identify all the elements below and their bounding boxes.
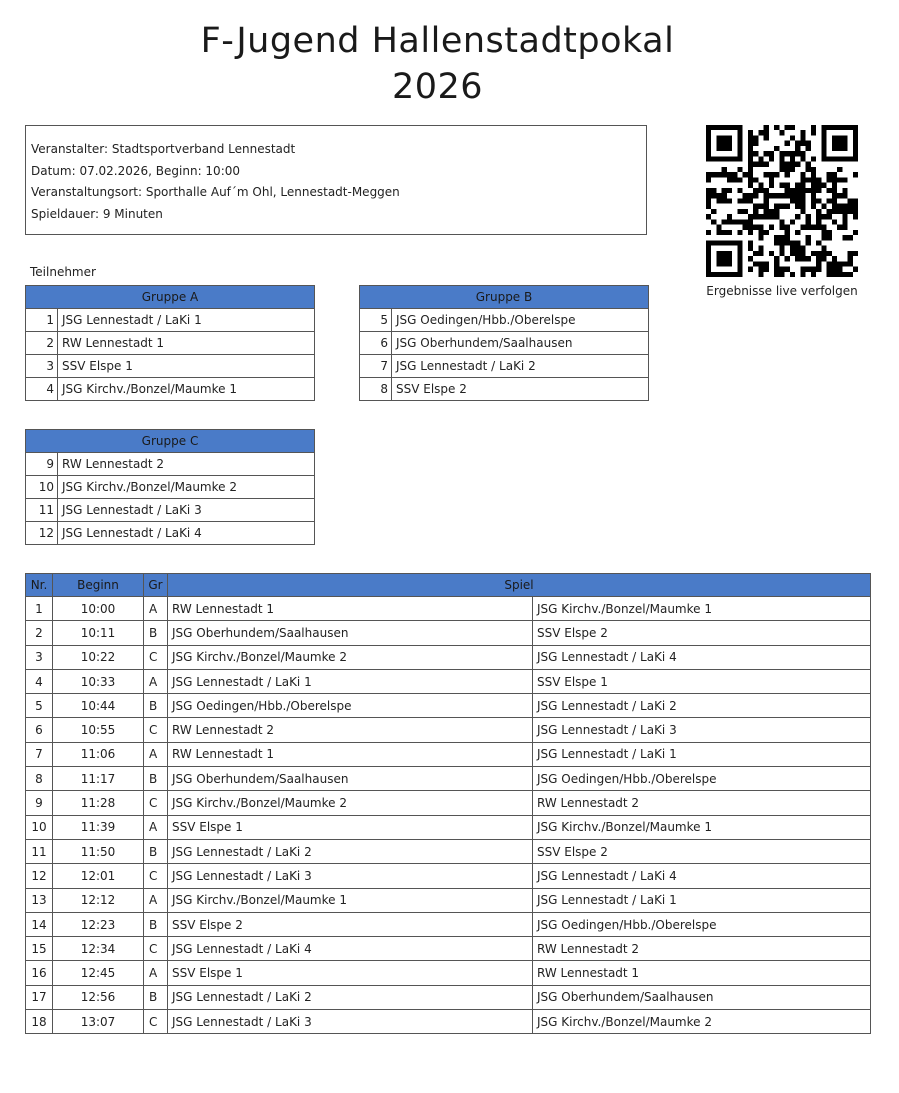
group-header: Gruppe A	[26, 286, 315, 309]
table-row	[26, 961, 871, 985]
team-number: 2	[26, 332, 58, 355]
team-name: RW Lennestadt 1	[58, 332, 315, 355]
info-venue: Veranstaltungsort: Sporthalle Auf´m Ohl, Lennestadt-Meggen	[31, 185, 400, 199]
home-team: JSG Kirchv./Bonzel/Maumke 1	[168, 888, 533, 912]
table-row	[26, 621, 871, 645]
table-row	[26, 476, 315, 499]
match-number: 13	[26, 888, 53, 912]
away-team: JSG Lennestadt / LaKi 2	[533, 694, 871, 718]
home-team: JSG Kirchv./Bonzel/Maumke 2	[168, 645, 533, 669]
team-number: 6	[360, 332, 392, 355]
table-row	[26, 499, 315, 522]
home-team: JSG Lennestadt / LaKi 1	[168, 669, 533, 693]
away-team: JSG Lennestadt / LaKi 3	[533, 718, 871, 742]
table-row	[26, 839, 871, 863]
match-group: B	[144, 912, 168, 936]
info-date: Datum: 07.02.2026, Beginn: 10:00	[31, 163, 241, 178]
group-table-a	[25, 285, 315, 401]
group-table-c	[25, 429, 315, 545]
match-number: 7	[26, 742, 53, 766]
match-number: 14	[26, 912, 53, 936]
match-group: C	[144, 864, 168, 888]
home-team: JSG Lennestadt / LaKi 4	[168, 937, 533, 961]
table-row	[26, 888, 871, 912]
home-team: JSG Lennestadt / LaKi 3	[168, 1010, 533, 1034]
match-group: B	[144, 767, 168, 791]
home-team: SSV Elspe 1	[168, 815, 533, 839]
match-group: A	[144, 742, 168, 766]
table-row	[26, 378, 315, 401]
away-team: JSG Oberhundem/Saalhausen	[533, 985, 871, 1009]
match-number: 2	[26, 621, 53, 645]
team-name: JSG Oedingen/Hbb./Oberelspe	[392, 309, 649, 332]
team-name: JSG Lennestadt / LaKi 2	[392, 355, 649, 378]
table-row	[26, 985, 871, 1009]
info-duration: Spieldauer: 9 Minuten	[31, 206, 163, 221]
team-name: JSG Lennestadt / LaKi 1	[58, 309, 315, 332]
match-group: A	[144, 815, 168, 839]
table-row	[26, 332, 315, 355]
match-time: 13:07	[53, 1010, 144, 1034]
match-group: B	[144, 621, 168, 645]
match-number: 17	[26, 985, 53, 1009]
match-group: A	[144, 961, 168, 985]
team-number: 1	[26, 309, 58, 332]
home-team: RW Lennestadt 1	[168, 597, 533, 621]
match-group: A	[144, 888, 168, 912]
match-time: 11:06	[53, 742, 144, 766]
match-number: 18	[26, 1010, 53, 1034]
match-time: 12:12	[53, 888, 144, 912]
away-team: SSV Elspe 2	[533, 839, 871, 863]
page-title	[0, 18, 875, 110]
team-number: 3	[26, 355, 58, 378]
home-team: JSG Oedingen/Hbb./Oberelspe	[168, 694, 533, 718]
team-number: 10	[26, 476, 58, 499]
match-group: B	[144, 694, 168, 718]
match-number: 4	[26, 669, 53, 693]
match-time: 11:50	[53, 839, 144, 863]
match-time: 12:45	[53, 961, 144, 985]
table-row	[360, 309, 649, 332]
table-row	[26, 718, 871, 742]
match-group: C	[144, 645, 168, 669]
match-group: A	[144, 669, 168, 693]
group-header: Gruppe C	[26, 430, 315, 453]
match-time: 12:01	[53, 864, 144, 888]
away-team: SSV Elspe 2	[533, 621, 871, 645]
match-time: 12:23	[53, 912, 144, 936]
match-time: 10:11	[53, 621, 144, 645]
match-number: 15	[26, 937, 53, 961]
away-team: JSG Lennestadt / LaKi 4	[533, 864, 871, 888]
match-number: 16	[26, 961, 53, 985]
match-group: B	[144, 839, 168, 863]
schedule-table	[25, 573, 871, 1034]
match-time: 10:00	[53, 597, 144, 621]
col-header-gr: Gr	[144, 574, 168, 597]
home-team: JSG Oberhundem/Saalhausen	[168, 767, 533, 791]
match-time: 10:22	[53, 645, 144, 669]
qr-code-icon[interactable]	[706, 125, 858, 277]
table-row	[26, 355, 315, 378]
home-team: SSV Elspe 1	[168, 961, 533, 985]
match-time: 10:44	[53, 694, 144, 718]
away-team: RW Lennestadt 2	[533, 937, 871, 961]
team-number: 7	[360, 355, 392, 378]
match-time: 12:34	[53, 937, 144, 961]
match-number: 6	[26, 718, 53, 742]
info-organizer: Veranstalter: Stadtsportverband Lennestadt	[31, 142, 296, 156]
team-number: 8	[360, 378, 392, 401]
home-team: JSG Lennestadt / LaKi 3	[168, 864, 533, 888]
home-team: JSG Lennestadt / LaKi 2	[168, 839, 533, 863]
away-team: SSV Elspe 1	[533, 669, 871, 693]
team-number: 9	[26, 453, 58, 476]
home-team: JSG Kirchv./Bonzel/Maumke 2	[168, 791, 533, 815]
table-row	[26, 912, 871, 936]
match-time: 11:17	[53, 767, 144, 791]
table-row	[26, 645, 871, 669]
away-team: JSG Lennestadt / LaKi 4	[533, 645, 871, 669]
table-row	[26, 694, 871, 718]
title-line-1: F-Jugend Hallenstadtpokal	[200, 21, 675, 61]
team-name: SSV Elspe 2	[392, 378, 649, 401]
match-time: 11:28	[53, 791, 144, 815]
team-name: JSG Kirchv./Bonzel/Maumke 2	[58, 476, 315, 499]
away-team: JSG Kirchv./Bonzel/Maumke 1	[533, 815, 871, 839]
away-team: JSG Kirchv./Bonzel/Maumke 1	[533, 597, 871, 621]
home-team: JSG Lennestadt / LaKi 2	[168, 985, 533, 1009]
match-number: 12	[26, 864, 53, 888]
match-number: 9	[26, 791, 53, 815]
team-name: RW Lennestadt 2	[58, 453, 315, 476]
match-number: 5	[26, 694, 53, 718]
match-number: 11	[26, 839, 53, 863]
away-team: JSG Oedingen/Hbb./Oberelspe	[533, 767, 871, 791]
group-table-b	[359, 285, 649, 401]
team-name: JSG Lennestadt / LaKi 4	[58, 522, 315, 545]
match-time: 10:55	[53, 718, 144, 742]
match-number: 10	[26, 815, 53, 839]
away-team: JSG Kirchv./Bonzel/Maumke 2	[533, 1010, 871, 1034]
team-number: 4	[26, 378, 58, 401]
table-row	[26, 597, 871, 621]
group-header: Gruppe B	[360, 286, 649, 309]
title-line-2: 2026	[391, 67, 484, 107]
home-team: RW Lennestadt 1	[168, 742, 533, 766]
table-row	[26, 453, 315, 476]
table-row	[360, 332, 649, 355]
away-team: RW Lennestadt 1	[533, 961, 871, 985]
match-group: C	[144, 791, 168, 815]
match-group: C	[144, 937, 168, 961]
match-group: A	[144, 597, 168, 621]
match-number: 3	[26, 645, 53, 669]
team-name: JSG Kirchv./Bonzel/Maumke 1	[58, 378, 315, 401]
match-group: B	[144, 985, 168, 1009]
table-row	[26, 742, 871, 766]
participants-label: Teilnehmer	[30, 265, 96, 279]
home-team: RW Lennestadt 2	[168, 718, 533, 742]
away-team: JSG Lennestadt / LaKi 1	[533, 742, 871, 766]
table-row	[26, 309, 315, 332]
event-info-box	[25, 125, 647, 235]
match-group: C	[144, 1010, 168, 1034]
match-time: 10:33	[53, 669, 144, 693]
away-team: JSG Lennestadt / LaKi 1	[533, 888, 871, 912]
match-group: C	[144, 718, 168, 742]
table-row	[26, 937, 871, 961]
match-time: 12:56	[53, 985, 144, 1009]
match-number: 1	[26, 597, 53, 621]
home-team: JSG Oberhundem/Saalhausen	[168, 621, 533, 645]
col-header-spiel: Spiel	[168, 574, 871, 597]
team-number: 5	[360, 309, 392, 332]
table-row	[360, 355, 649, 378]
table-row	[26, 864, 871, 888]
table-row	[26, 1010, 871, 1034]
table-row	[360, 378, 649, 401]
team-name: JSG Lennestadt / LaKi 3	[58, 499, 315, 522]
match-time: 11:39	[53, 815, 144, 839]
col-header-beginn: Beginn	[53, 574, 144, 597]
table-row	[26, 791, 871, 815]
home-team: SSV Elspe 2	[168, 912, 533, 936]
table-row	[26, 815, 871, 839]
table-row	[26, 767, 871, 791]
table-row	[26, 522, 315, 545]
away-team: JSG Oedingen/Hbb./Oberelspe	[533, 912, 871, 936]
team-number: 12	[26, 522, 58, 545]
col-header-nr: Nr.	[26, 574, 53, 597]
table-row	[26, 669, 871, 693]
team-number: 11	[26, 499, 58, 522]
match-number: 8	[26, 767, 53, 791]
team-name: JSG Oberhundem/Saalhausen	[392, 332, 649, 355]
away-team: RW Lennestadt 2	[533, 791, 871, 815]
qr-caption: Ergebnisse live verfolgen	[706, 284, 858, 298]
team-name: SSV Elspe 1	[58, 355, 315, 378]
